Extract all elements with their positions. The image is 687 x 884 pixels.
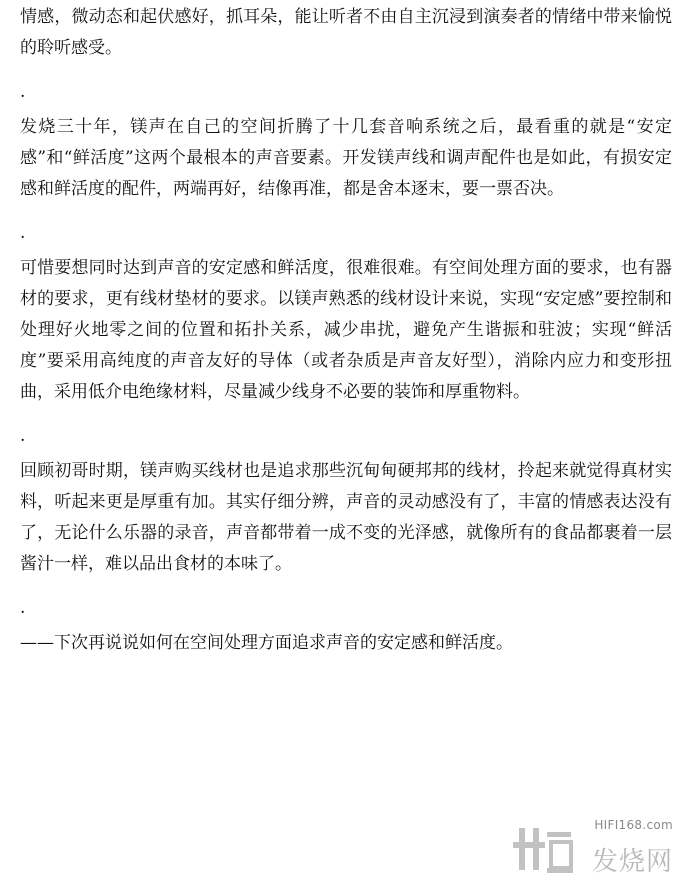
separator-dot: . [20, 426, 26, 446]
watermark-url: HIFI168.com [594, 818, 673, 832]
paragraph-closing: ——下次再说说如何在空间处理方面追求声音的安定感和鲜活度。 [20, 633, 513, 653]
article-body [20, 0, 672, 659]
paragraph-beginner-period: 回顾初哥时期，镁声购买线材也是追求那些沉甸甸硬邦邦的线材，拎起来就觉得真材实料，听起来更是厚重有加。其实仔细分辨，声音的灵动感没有了，丰富的情感表达没有了，无论什么乐器的录音，声音都带着一成不变的光泽感，就像所有的食品都裹着一层酱汁一样，难以品出食材的本味了。 [20, 461, 672, 574]
separator-dot: . [20, 223, 26, 243]
site-watermark [511, 818, 681, 878]
paragraph-requirements: 可惜要想同时达到声音的安定感和鲜活度，很难很难。有空间处理方面的要求，也有器材的要求，更有线材垫材的要求。以镁声熟悉的线材设计来说，实现“安定感”要控制和处理好火地零之间的位置和拓扑关系，减少串扰，避免产生谐振和驻波；实现“鲜活度”要采用高纯度的声音友好的导体（或者杂质是声音友好型），消除内应力和变形扭曲，采用低介电绝缘材料，尽量减少线身不必要的装饰和厚重物料。 [20, 258, 672, 402]
paragraph-stability-freshness: 发烧三十年，镁声在自己的空间折腾了十几套音响系统之后，最看重的就是“安定感”和“鲜活度”这两个最根本的声音要素。开发镁声线和调声配件也是如此，有损安定感和鲜活度的配件，两端再好，结像再准，都是舍本逐末，要一票否决。 [20, 117, 672, 199]
separator-dot: . [20, 598, 26, 618]
separator-dot: . [20, 82, 26, 102]
paragraph-intro: 情感，微动态和起伏感好，抓耳朵，能让听者不由自主沉浸到演奏者的情绪中带来愉悦的聆听感受。 [20, 7, 672, 58]
site-logo-icon [511, 822, 575, 878]
watermark-text: 发烧网 [591, 847, 673, 877]
